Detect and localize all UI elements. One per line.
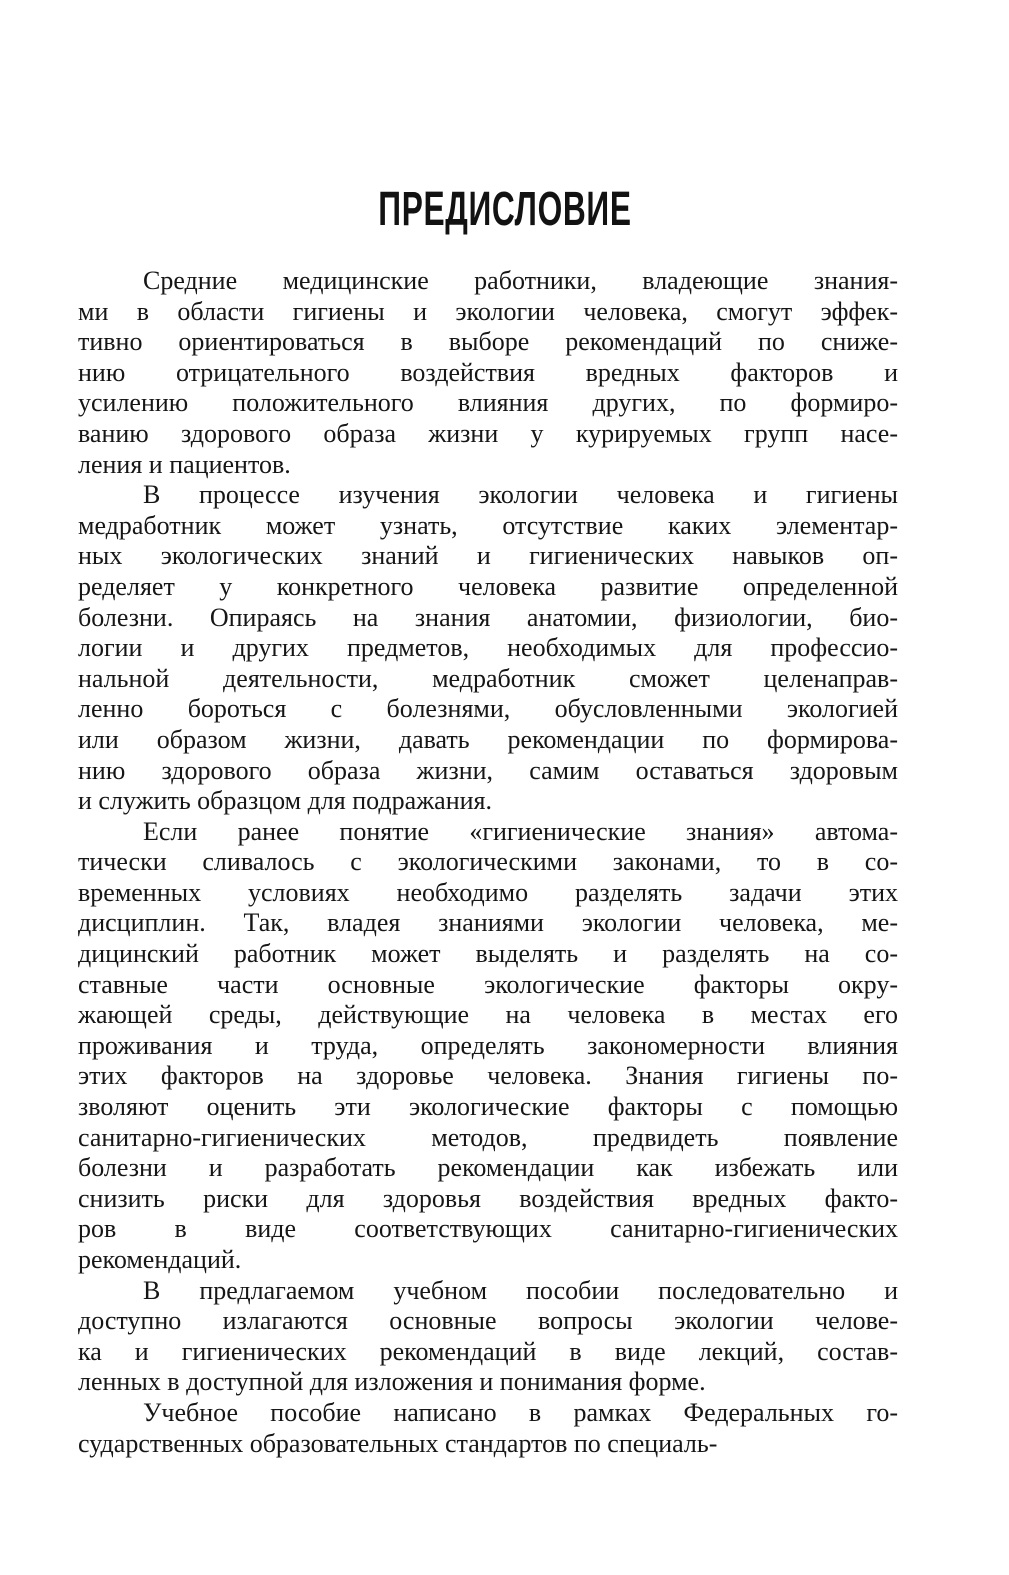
text-line: нальной деятельности, медработник сможет целенаправ- <box>78 663 898 693</box>
text-line: нию здорового образа жизни, самим оставаться здоровым <box>78 755 898 785</box>
text-line: сударственных образовательных стандартов по специаль- <box>78 1428 718 1458</box>
text-line: ров в виде соответствующих санитарно-гигиенических <box>78 1214 898 1244</box>
text-line: Учебное пособие написано в рамках Федеральных го- <box>143 1397 898 1427</box>
text-line: дицинский работник может выделять и разделять на со- <box>78 939 898 969</box>
text-line: рекомендаций. <box>78 1245 242 1274</box>
paragraph <box>78 1276 898 1398</box>
text-line: этих факторов на здоровье человека. Знания гигиены по- <box>78 1061 898 1091</box>
text-block <box>78 266 898 1459</box>
text-line: ленно бороться с болезнями, обусловленными экологией <box>78 694 898 724</box>
text-line: или образом жизни, давать рекомендации по формирова- <box>78 724 898 754</box>
text-line: тивно ориентироваться в выборе рекомендаций по сниже- <box>78 327 898 357</box>
text-line: В процессе изучения экологии человека и гигиены <box>143 480 898 510</box>
text-line: ми в области гигиены и экологии человека, смогут эффек- <box>78 296 898 326</box>
paragraph <box>78 266 898 480</box>
text-line: ления и пациентов. <box>78 449 291 479</box>
text-line: временных условиях необходимо разделять задачи этих <box>78 877 898 907</box>
text-line: логии и других предметов, необходимых для профессио- <box>78 633 898 663</box>
text-line: медработник может узнать, отсутствие каких элементар- <box>78 510 898 540</box>
text-line: нию отрицательного воздействия вредных факторов и <box>78 357 898 387</box>
paragraph <box>78 480 898 817</box>
text-line: проживания и труда, определять закономерности влияния <box>78 1030 898 1060</box>
text-line: жающей среды, действующие на человека в местах его <box>78 1000 898 1030</box>
paragraph <box>78 1398 898 1459</box>
text-line: усилению положительного влияния других, по формиро- <box>78 388 898 418</box>
page-title-text: ПРЕДИСЛОВИЕ <box>377 183 632 236</box>
text-line: ставные части основные экологические факторы окру- <box>78 969 898 999</box>
text-line: и служить образцом для подражания. <box>78 786 492 816</box>
text-line: снизить риски для здоровья воздействия вредных факто- <box>78 1183 898 1213</box>
text-line: болезни. Опираясь на знания анатомии, физиологии, био- <box>78 602 898 632</box>
paragraph <box>78 817 898 1276</box>
text-line: дисциплин. Так, владея знаниями экологии человека, ме- <box>78 908 898 938</box>
text-line: ных экологических знаний и гигиенических навыков оп- <box>78 541 898 571</box>
text-line: тически сливалось с экологическими законами, то в со- <box>78 847 898 877</box>
text-line: Если ранее понятие «гигиенические знания» автома- <box>143 816 898 846</box>
text-line: В предлагаемом учебном пособии последовательно и <box>143 1275 898 1305</box>
page-title <box>0 183 1009 236</box>
text-line: зволяют оценить эти экологические факторы с помощью <box>78 1092 898 1122</box>
text-line: Средние медицинские работники, владеющие знания- <box>143 266 898 295</box>
text-line: ределяет у конкретного человека развитие определенной <box>78 571 898 601</box>
text-line: ленных в доступной для изложения и понимания форме. <box>78 1367 706 1397</box>
text-line: доступно излагаются основные вопросы экологии челове- <box>78 1306 898 1336</box>
text-line: санитарно-гигиенических методов, предвидеть появление <box>78 1122 898 1152</box>
text-line: ванию здорового образа жизни у курируемых групп насе- <box>78 418 898 448</box>
text-line: болезни и разработать рекомендации как избежать или <box>78 1153 898 1183</box>
text-line: ка и гигиенических рекомендаций в виде лекций, состав- <box>78 1336 898 1366</box>
